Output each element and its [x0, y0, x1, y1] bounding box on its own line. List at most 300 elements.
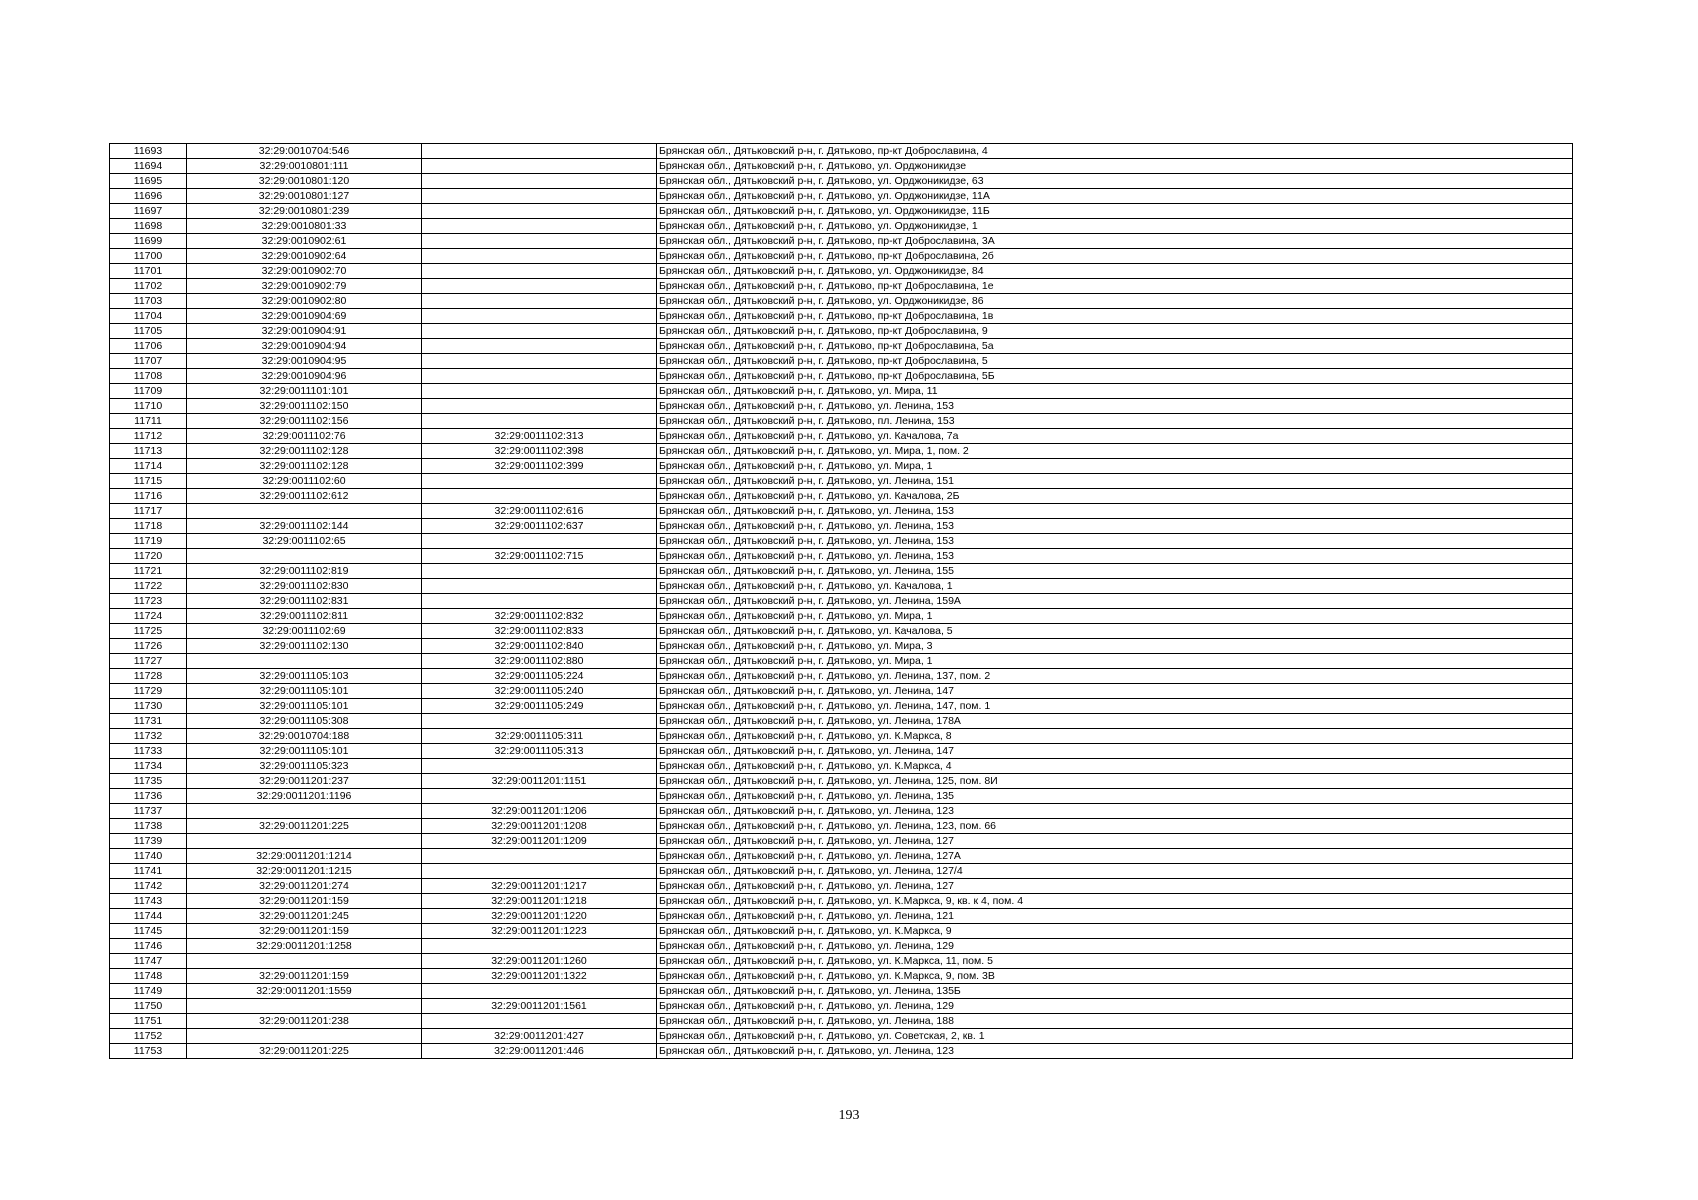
cadastral-number-cell: 32:29:0011102:128 [187, 444, 422, 459]
table-row [110, 534, 1573, 549]
address-cell: Брянская обл., Дятьковский р-н, г. Дятьково, пр-кт Доброславина, 2б [657, 249, 1573, 264]
row-number-cell: 11693 [110, 144, 187, 159]
cadastral-number-cell: 32:29:0011102:60 [187, 474, 422, 489]
register-table [109, 143, 1573, 1059]
address-cell: Брянская обл., Дятьковский р-н, г. Дятьково, ул. Ленина, 127А [657, 849, 1573, 864]
table-row [110, 774, 1573, 789]
table-row [110, 684, 1573, 699]
related-cadastral-number-cell [422, 204, 657, 219]
table-row [110, 579, 1573, 594]
cadastral-number-cell: 32:29:0010902:70 [187, 264, 422, 279]
address-cell: Брянская обл., Дятьковский р-н, г. Дятьково, ул. К.Маркса, 9, пом. 3В [657, 969, 1573, 984]
cadastral-number-cell: 32:29:0011105:101 [187, 744, 422, 759]
address-cell: Брянская обл., Дятьковский р-н, г. Дятьково, ул. Мира, 1 [657, 654, 1573, 669]
address-cell: Брянская обл., Дятьковский р-н, г. Дятьково, ул. Ленина, 135Б [657, 984, 1573, 999]
address-cell: Брянская обл., Дятьковский р-н, г. Дятьково, ул. Ленина, 129 [657, 999, 1573, 1014]
related-cadastral-number-cell: 32:29:0011102:313 [422, 429, 657, 444]
address-cell: Брянская обл., Дятьковский р-н, г. Дятьково, ул. Ленина, 135 [657, 789, 1573, 804]
cadastral-number-cell [187, 1029, 422, 1044]
related-cadastral-number-cell [422, 354, 657, 369]
address-cell: Брянская обл., Дятьковский р-н, г. Дятьково, ул. Ленина, 153 [657, 504, 1573, 519]
row-number-cell: 11751 [110, 1014, 187, 1029]
address-cell: Брянская обл., Дятьковский р-н, г. Дятьково, пр-кт Доброславина, 5 [657, 354, 1573, 369]
address-cell: Брянская обл., Дятьковский р-н, г. Дятьково, ул. Ленина, 153 [657, 519, 1573, 534]
related-cadastral-number-cell: 32:29:0011201:1260 [422, 954, 657, 969]
related-cadastral-number-cell [422, 564, 657, 579]
row-number-cell: 11716 [110, 489, 187, 504]
related-cadastral-number-cell [422, 864, 657, 879]
address-cell: Брянская обл., Дятьковский р-н, г. Дятьково, ул. Ленина, 147, пом. 1 [657, 699, 1573, 714]
table-row [110, 639, 1573, 654]
table-row [110, 399, 1573, 414]
related-cadastral-number-cell: 32:29:0011105:224 [422, 669, 657, 684]
related-cadastral-number-cell [422, 324, 657, 339]
address-cell: Брянская обл., Дятьковский р-н, г. Дятьково, ул. Советская, 2, кв. 1 [657, 1029, 1573, 1044]
cadastral-number-cell: 32:29:0011201:238 [187, 1014, 422, 1029]
row-number-cell: 11740 [110, 849, 187, 864]
table-row [110, 489, 1573, 504]
related-cadastral-number-cell [422, 339, 657, 354]
related-cadastral-number-cell: 32:29:0011201:1223 [422, 924, 657, 939]
row-number-cell: 11694 [110, 159, 187, 174]
row-number-cell: 11707 [110, 354, 187, 369]
table-row [110, 744, 1573, 759]
table-row [110, 699, 1573, 714]
related-cadastral-number-cell: 32:29:0011201:1322 [422, 969, 657, 984]
table-row [110, 474, 1573, 489]
table-row [110, 1014, 1573, 1029]
table-row [110, 594, 1573, 609]
cadastral-number-cell: 32:29:0011201:1215 [187, 864, 422, 879]
row-number-cell: 11734 [110, 759, 187, 774]
cadastral-number-cell: 32:29:0011102:811 [187, 609, 422, 624]
related-cadastral-number-cell: 32:29:0011102:840 [422, 639, 657, 654]
address-cell: Брянская обл., Дятьковский р-н, г. Дятьково, пр-кт Доброславина, 5а [657, 339, 1573, 354]
row-number-cell: 11703 [110, 294, 187, 309]
table-row [110, 909, 1573, 924]
cadastral-number-cell: 32:29:0011102:144 [187, 519, 422, 534]
cadastral-number-cell: 32:29:0010902:61 [187, 234, 422, 249]
cadastral-number-cell: 32:29:0010902:79 [187, 279, 422, 294]
related-cadastral-number-cell: 32:29:0011201:1561 [422, 999, 657, 1014]
table-row [110, 444, 1573, 459]
related-cadastral-number-cell: 32:29:0011201:1218 [422, 894, 657, 909]
cadastral-number-cell: 32:29:0011102:612 [187, 489, 422, 504]
related-cadastral-number-cell [422, 234, 657, 249]
address-cell: Брянская обл., Дятьковский р-н, г. Дятьково, ул. Ленина, 127/4 [657, 864, 1573, 879]
address-cell: Брянская обл., Дятьковский р-н, г. Дятьково, ул. Мира, 1, пом. 2 [657, 444, 1573, 459]
related-cadastral-number-cell: 32:29:0011201:1206 [422, 804, 657, 819]
related-cadastral-number-cell: 32:29:0011102:398 [422, 444, 657, 459]
row-number-cell: 11727 [110, 654, 187, 669]
table-row [110, 939, 1573, 954]
cadastral-number-cell: 32:29:0011201:159 [187, 969, 422, 984]
address-cell: Брянская обл., Дятьковский р-н, г. Дятьково, ул. Ленина, 153 [657, 534, 1573, 549]
row-number-cell: 11722 [110, 579, 187, 594]
address-cell: Брянская обл., Дятьковский р-н, г. Дятьково, ул. Мира, 1 [657, 459, 1573, 474]
address-cell: Брянская обл., Дятьковский р-н, г. Дятьково, пр-кт Доброславина, 9 [657, 324, 1573, 339]
row-number-cell: 11735 [110, 774, 187, 789]
table-row [110, 264, 1573, 279]
register-table-body [110, 144, 1573, 1059]
related-cadastral-number-cell [422, 939, 657, 954]
table-row [110, 954, 1573, 969]
cadastral-number-cell: 32:29:0010904:96 [187, 369, 422, 384]
cadastral-number-cell: 32:29:0011201:225 [187, 1044, 422, 1059]
address-cell: Брянская обл., Дятьковский р-н, г. Дятьково, ул. Ленина, 188 [657, 1014, 1573, 1029]
related-cadastral-number-cell [422, 714, 657, 729]
related-cadastral-number-cell [422, 159, 657, 174]
table-row [110, 144, 1573, 159]
row-number-cell: 11746 [110, 939, 187, 954]
row-number-cell: 11733 [110, 744, 187, 759]
cadastral-number-cell: 32:29:0011201:1196 [187, 789, 422, 804]
row-number-cell: 11728 [110, 669, 187, 684]
cadastral-number-cell: 32:29:0011105:101 [187, 699, 422, 714]
related-cadastral-number-cell [422, 399, 657, 414]
related-cadastral-number-cell: 32:29:0011105:249 [422, 699, 657, 714]
address-cell: Брянская обл., Дятьковский р-н, г. Дятьково, ул. Ленина, 123 [657, 804, 1573, 819]
cadastral-number-cell: 32:29:0010704:188 [187, 729, 422, 744]
related-cadastral-number-cell: 32:29:0011102:616 [422, 504, 657, 519]
row-number-cell: 11721 [110, 564, 187, 579]
cadastral-number-cell: 32:29:0011201:274 [187, 879, 422, 894]
table-row [110, 609, 1573, 624]
row-number-cell: 11695 [110, 174, 187, 189]
cadastral-number-cell: 32:29:0011102:831 [187, 594, 422, 609]
table-row [110, 849, 1573, 864]
row-number-cell: 11718 [110, 519, 187, 534]
related-cadastral-number-cell: 32:29:0011105:313 [422, 744, 657, 759]
related-cadastral-number-cell: 32:29:0011201:427 [422, 1029, 657, 1044]
table-row [110, 459, 1573, 474]
table-row [110, 324, 1573, 339]
address-cell: Брянская обл., Дятьковский р-н, г. Дятьково, ул. Качалова, 7а [657, 429, 1573, 444]
table-row [110, 789, 1573, 804]
cadastral-number-cell: 32:29:0010704:546 [187, 144, 422, 159]
table-row [110, 984, 1573, 999]
address-cell: Брянская обл., Дятьковский р-н, г. Дятьково, ул. Орджоникидзе, 86 [657, 294, 1573, 309]
cadastral-number-cell: 32:29:0011201:1258 [187, 939, 422, 954]
table-row [110, 219, 1573, 234]
cadastral-number-cell: 32:29:0011105:323 [187, 759, 422, 774]
register-table-container [109, 143, 1573, 1059]
row-number-cell: 11724 [110, 609, 187, 624]
table-row [110, 234, 1573, 249]
address-cell: Брянская обл., Дятьковский р-н, г. Дятьково, ул. Ленина, 155 [657, 564, 1573, 579]
row-number-cell: 11696 [110, 189, 187, 204]
row-number-cell: 11719 [110, 534, 187, 549]
row-number-cell: 11743 [110, 894, 187, 909]
cadastral-number-cell: 32:29:0011102:156 [187, 414, 422, 429]
row-number-cell: 11702 [110, 279, 187, 294]
cadastral-number-cell: 32:29:0010801:111 [187, 159, 422, 174]
related-cadastral-number-cell [422, 759, 657, 774]
row-number-cell: 11753 [110, 1044, 187, 1059]
cadastral-number-cell [187, 804, 422, 819]
row-number-cell: 11742 [110, 879, 187, 894]
row-number-cell: 11717 [110, 504, 187, 519]
related-cadastral-number-cell [422, 309, 657, 324]
cadastral-number-cell: 32:29:0011102:150 [187, 399, 422, 414]
table-row [110, 309, 1573, 324]
address-cell: Брянская обл., Дятьковский р-н, г. Дятьково, ул. Орджоникидзе, 63 [657, 174, 1573, 189]
table-row [110, 414, 1573, 429]
cadastral-number-cell: 32:29:0011102:76 [187, 429, 422, 444]
related-cadastral-number-cell: 32:29:0011102:880 [422, 654, 657, 669]
table-row [110, 834, 1573, 849]
related-cadastral-number-cell [422, 594, 657, 609]
address-cell: Брянская обл., Дятьковский р-н, г. Дятьково, ул. Мира, 3 [657, 639, 1573, 654]
table-row [110, 429, 1573, 444]
address-cell: Брянская обл., Дятьковский р-н, г. Дятьково, ул. Ленина, 125, пом. 8И [657, 774, 1573, 789]
address-cell: Брянская обл., Дятьковский р-н, г. Дятьково, пр-кт Доброславина, 1в [657, 309, 1573, 324]
table-row [110, 654, 1573, 669]
cadastral-number-cell: 32:29:0010902:80 [187, 294, 422, 309]
related-cadastral-number-cell [422, 489, 657, 504]
cadastral-number-cell: 32:29:0011201:159 [187, 924, 422, 939]
related-cadastral-number-cell [422, 534, 657, 549]
table-row [110, 564, 1573, 579]
table-row [110, 864, 1573, 879]
cadastral-number-cell: 32:29:0011105:308 [187, 714, 422, 729]
table-row [110, 714, 1573, 729]
related-cadastral-number-cell [422, 294, 657, 309]
table-row [110, 624, 1573, 639]
row-number-cell: 11744 [110, 909, 187, 924]
row-number-cell: 11726 [110, 639, 187, 654]
related-cadastral-number-cell [422, 189, 657, 204]
row-number-cell: 11748 [110, 969, 187, 984]
related-cadastral-number-cell [422, 414, 657, 429]
table-row [110, 159, 1573, 174]
related-cadastral-number-cell: 32:29:0011201:1208 [422, 819, 657, 834]
cadastral-number-cell: 32:29:0011102:819 [187, 564, 422, 579]
row-number-cell: 11698 [110, 219, 187, 234]
cadastral-number-cell: 32:29:0010801:239 [187, 204, 422, 219]
row-number-cell: 11712 [110, 429, 187, 444]
row-number-cell: 11714 [110, 459, 187, 474]
address-cell: Брянская обл., Дятьковский р-н, г. Дятьково, ул. Ленина, 151 [657, 474, 1573, 489]
cadastral-number-cell [187, 549, 422, 564]
row-number-cell: 11704 [110, 309, 187, 324]
table-row [110, 759, 1573, 774]
address-cell: Брянская обл., Дятьковский р-н, г. Дятьково, ул. Ленина, 147 [657, 744, 1573, 759]
table-row [110, 894, 1573, 909]
address-cell: Брянская обл., Дятьковский р-н, г. Дятьково, ул. Качалова, 5 [657, 624, 1573, 639]
cadastral-number-cell: 32:29:0011102:830 [187, 579, 422, 594]
cadastral-number-cell: 32:29:0011201:237 [187, 774, 422, 789]
related-cadastral-number-cell: 32:29:0011102:637 [422, 519, 657, 534]
related-cadastral-number-cell [422, 384, 657, 399]
table-row [110, 174, 1573, 189]
row-number-cell: 11708 [110, 369, 187, 384]
row-number-cell: 11725 [110, 624, 187, 639]
related-cadastral-number-cell: 32:29:0011201:1209 [422, 834, 657, 849]
row-number-cell: 11737 [110, 804, 187, 819]
related-cadastral-number-cell [422, 279, 657, 294]
row-number-cell: 11741 [110, 864, 187, 879]
row-number-cell: 11710 [110, 399, 187, 414]
address-cell: Брянская обл., Дятьковский р-н, г. Дятьково, ул. Качалова, 2Б [657, 489, 1573, 504]
cadastral-number-cell: 32:29:0010801:120 [187, 174, 422, 189]
related-cadastral-number-cell [422, 474, 657, 489]
table-row [110, 999, 1573, 1014]
cadastral-number-cell [187, 504, 422, 519]
row-number-cell: 11700 [110, 249, 187, 264]
row-number-cell: 11745 [110, 924, 187, 939]
table-row [110, 879, 1573, 894]
cadastral-number-cell: 32:29:0010902:64 [187, 249, 422, 264]
cadastral-number-cell: 32:29:0010801:127 [187, 189, 422, 204]
related-cadastral-number-cell: 32:29:0011102:832 [422, 609, 657, 624]
row-number-cell: 11749 [110, 984, 187, 999]
cadastral-number-cell: 32:29:0011102:128 [187, 459, 422, 474]
table-row [110, 189, 1573, 204]
row-number-cell: 11732 [110, 729, 187, 744]
cadastral-number-cell: 32:29:0011105:101 [187, 684, 422, 699]
cadastral-number-cell: 32:29:0011102:69 [187, 624, 422, 639]
row-number-cell: 11699 [110, 234, 187, 249]
row-number-cell: 11713 [110, 444, 187, 459]
address-cell: Брянская обл., Дятьковский р-н, г. Дятьково, ул. Орджоникидзе, 1 [657, 219, 1573, 234]
table-row [110, 819, 1573, 834]
address-cell: Брянская обл., Дятьковский р-н, г. Дятьково, ул. Мира, 11 [657, 384, 1573, 399]
table-row [110, 369, 1573, 384]
address-cell: Брянская обл., Дятьковский р-н, г. Дятьково, пл. Ленина, 153 [657, 414, 1573, 429]
cadastral-number-cell: 32:29:0011101:101 [187, 384, 422, 399]
cadastral-number-cell: 32:29:0011102:65 [187, 534, 422, 549]
cadastral-number-cell: 32:29:0010904:94 [187, 339, 422, 354]
row-number-cell: 11729 [110, 684, 187, 699]
address-cell: Брянская обл., Дятьковский р-н, г. Дятьково, ул. Ленина, 123, пом. 66 [657, 819, 1573, 834]
row-number-cell: 11739 [110, 834, 187, 849]
table-row [110, 249, 1573, 264]
cadastral-number-cell: 32:29:0011201:225 [187, 819, 422, 834]
related-cadastral-number-cell: 32:29:0011201:446 [422, 1044, 657, 1059]
related-cadastral-number-cell [422, 369, 657, 384]
address-cell: Брянская обл., Дятьковский р-н, г. Дятьково, ул. Ленина, 178А [657, 714, 1573, 729]
related-cadastral-number-cell: 32:29:0011102:399 [422, 459, 657, 474]
related-cadastral-number-cell: 32:29:0011105:311 [422, 729, 657, 744]
table-row [110, 279, 1573, 294]
related-cadastral-number-cell: 32:29:0011102:833 [422, 624, 657, 639]
related-cadastral-number-cell: 32:29:0011201:1151 [422, 774, 657, 789]
cadastral-number-cell: 32:29:0011201:1559 [187, 984, 422, 999]
row-number-cell: 11715 [110, 474, 187, 489]
row-number-cell: 11736 [110, 789, 187, 804]
address-cell: Брянская обл., Дятьковский р-н, г. Дятьково, пр-кт Доброславина, 1е [657, 279, 1573, 294]
address-cell: Брянская обл., Дятьковский р-н, г. Дятьково, ул. К.Маркса, 4 [657, 759, 1573, 774]
cadastral-number-cell: 32:29:0010904:69 [187, 309, 422, 324]
row-number-cell: 11720 [110, 549, 187, 564]
row-number-cell: 11706 [110, 339, 187, 354]
row-number-cell: 11709 [110, 384, 187, 399]
row-number-cell: 11723 [110, 594, 187, 609]
related-cadastral-number-cell: 32:29:0011102:715 [422, 549, 657, 564]
row-number-cell: 11750 [110, 999, 187, 1014]
row-number-cell: 11730 [110, 699, 187, 714]
table-row [110, 924, 1573, 939]
address-cell: Брянская обл., Дятьковский р-н, г. Дятьково, ул. К.Маркса, 8 [657, 729, 1573, 744]
cadastral-number-cell [187, 834, 422, 849]
related-cadastral-number-cell: 32:29:0011201:1220 [422, 909, 657, 924]
cadastral-number-cell: 32:29:0011201:1214 [187, 849, 422, 864]
address-cell: Брянская обл., Дятьковский р-н, г. Дятьково, ул. Ленина, 129 [657, 939, 1573, 954]
cadastral-number-cell [187, 954, 422, 969]
cadastral-number-cell [187, 654, 422, 669]
cadastral-number-cell: 32:29:0010904:91 [187, 324, 422, 339]
related-cadastral-number-cell [422, 789, 657, 804]
page-number: 193 [838, 1108, 860, 1123]
row-number-cell: 11752 [110, 1029, 187, 1044]
cadastral-number-cell: 32:29:0011105:103 [187, 669, 422, 684]
address-cell: Брянская обл., Дятьковский р-н, г. Дятьково, ул. Орджоникидзе, 11А [657, 189, 1573, 204]
related-cadastral-number-cell [422, 249, 657, 264]
cadastral-number-cell: 32:29:0011201:245 [187, 909, 422, 924]
related-cadastral-number-cell [422, 984, 657, 999]
cadastral-number-cell [187, 999, 422, 1014]
cadastral-number-cell: 32:29:0010801:33 [187, 219, 422, 234]
table-row [110, 1029, 1573, 1044]
row-number-cell: 11731 [110, 714, 187, 729]
related-cadastral-number-cell: 32:29:0011105:240 [422, 684, 657, 699]
address-cell: Брянская обл., Дятьковский р-н, г. Дятьково, ул. К.Маркса, 9 [657, 924, 1573, 939]
row-number-cell: 11711 [110, 414, 187, 429]
cadastral-number-cell: 32:29:0011102:130 [187, 639, 422, 654]
address-cell: Брянская обл., Дятьковский р-н, г. Дятьково, ул. Ленина, 159А [657, 594, 1573, 609]
address-cell: Брянская обл., Дятьковский р-н, г. Дятьково, ул. Ленина, 123 [657, 1044, 1573, 1059]
table-row [110, 384, 1573, 399]
row-number-cell: 11738 [110, 819, 187, 834]
address-cell: Брянская обл., Дятьковский р-н, г. Дятьково, пр-кт Доброславина, 5Б [657, 369, 1573, 384]
address-cell: Брянская обл., Дятьковский р-н, г. Дятьково, ул. Ленина, 153 [657, 399, 1573, 414]
address-cell: Брянская обл., Дятьковский р-н, г. Дятьково, ул. Ленина, 127 [657, 834, 1573, 849]
row-number-cell: 11697 [110, 204, 187, 219]
address-cell: Брянская обл., Дятьковский р-н, г. Дятьково, ул. К.Маркса, 9, кв. к 4, пом. 4 [657, 894, 1573, 909]
address-cell: Брянская обл., Дятьковский р-н, г. Дятьково, ул. Ленина, 137, пом. 2 [657, 669, 1573, 684]
address-cell: Брянская обл., Дятьковский р-н, г. Дятьково, ул. Орджоникидзе, 11Б [657, 204, 1573, 219]
address-cell: Брянская обл., Дятьковский р-н, г. Дятьково, пр-кт Доброславина, 3А [657, 234, 1573, 249]
table-row [110, 204, 1573, 219]
row-number-cell: 11705 [110, 324, 187, 339]
related-cadastral-number-cell [422, 1014, 657, 1029]
table-row [110, 804, 1573, 819]
related-cadastral-number-cell [422, 579, 657, 594]
table-row [110, 969, 1573, 984]
table-row [110, 354, 1573, 369]
related-cadastral-number-cell [422, 174, 657, 189]
related-cadastral-number-cell: 32:29:0011201:1217 [422, 879, 657, 894]
related-cadastral-number-cell [422, 264, 657, 279]
address-cell: Брянская обл., Дятьковский р-н, г. Дятьково, ул. Ленина, 153 [657, 549, 1573, 564]
table-row [110, 729, 1573, 744]
address-cell: Брянская обл., Дятьковский р-н, г. Дятьково, ул. К.Маркса, 11, пом. 5 [657, 954, 1573, 969]
table-row [110, 519, 1573, 534]
address-cell: Брянская обл., Дятьковский р-н, г. Дятьково, пр-кт Доброславина, 4 [657, 144, 1573, 159]
related-cadastral-number-cell [422, 144, 657, 159]
address-cell: Брянская обл., Дятьковский р-н, г. Дятьково, ул. Орджоникидзе [657, 159, 1573, 174]
row-number-cell: 11701 [110, 264, 187, 279]
cadastral-number-cell: 32:29:0010904:95 [187, 354, 422, 369]
table-row [110, 339, 1573, 354]
row-number-cell: 11747 [110, 954, 187, 969]
address-cell: Брянская обл., Дятьковский р-н, г. Дятьково, ул. Мира, 1 [657, 609, 1573, 624]
cadastral-number-cell: 32:29:0011201:159 [187, 894, 422, 909]
address-cell: Брянская обл., Дятьковский р-н, г. Дятьково, ул. Качалова, 1 [657, 579, 1573, 594]
table-row [110, 549, 1573, 564]
table-row [110, 294, 1573, 309]
